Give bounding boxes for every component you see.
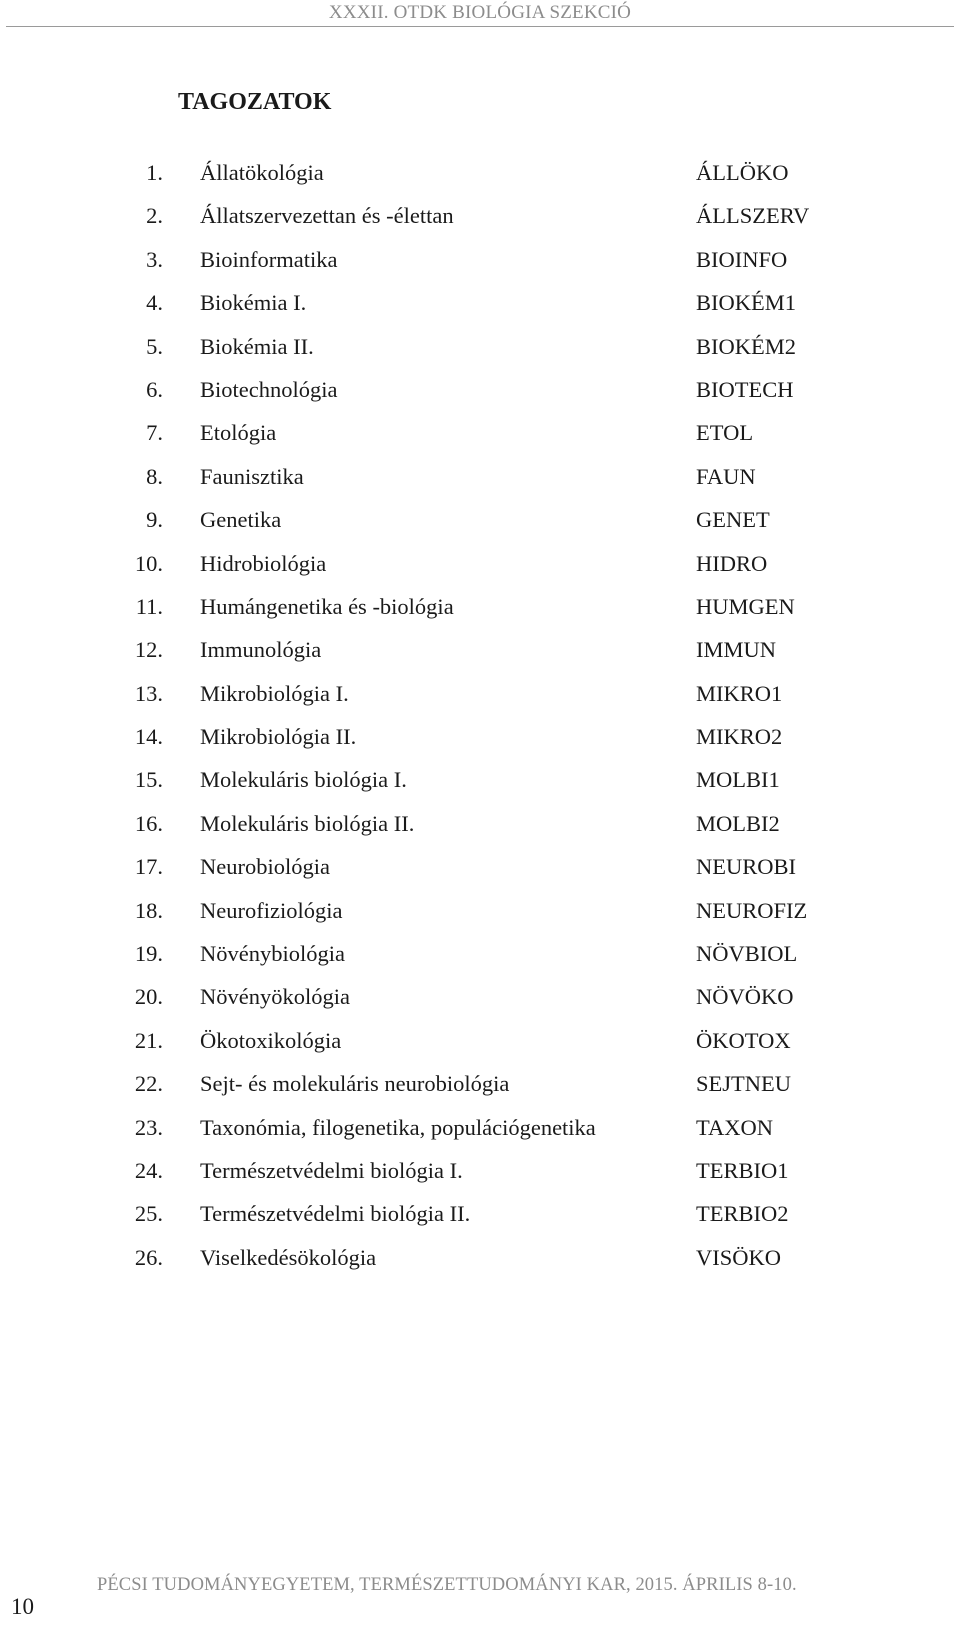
section-list (0, 151, 960, 1279)
list-item (0, 498, 960, 541)
section-name: Növényökológia (200, 984, 350, 1010)
section-name: Genetika (200, 507, 282, 533)
section-number: 8. (146, 463, 163, 489)
list-item (0, 194, 960, 237)
section-code: HUMGEN (696, 593, 795, 619)
section-number: 16. (134, 810, 163, 836)
section-code: NEUROFIZ (696, 897, 808, 923)
section-number: 13. (134, 680, 163, 706)
section-code: MOLBI2 (696, 810, 780, 836)
list-item (0, 889, 960, 932)
list-item (0, 1019, 960, 1062)
list-item (0, 1149, 960, 1192)
section-code: MIKRO2 (696, 724, 783, 750)
section-name: Természetvédelmi biológia I. (200, 1157, 463, 1183)
section-number: 17. (134, 854, 163, 880)
section-number: 15. (134, 767, 163, 793)
section-name: Molekuláris biológia II. (200, 810, 415, 836)
section-code: MIKRO1 (696, 680, 783, 706)
section-name: Biotechnológia (200, 376, 338, 402)
section-number: 10. (134, 550, 163, 576)
section-code: SEJTNEU (696, 1071, 791, 1097)
section-code: VISÖKO (696, 1244, 782, 1270)
list-item (0, 758, 960, 801)
section-name: Állatszervezettan és -élettan (200, 203, 454, 229)
list-item (0, 628, 960, 671)
section-number: 4. (146, 290, 163, 316)
section-number: 11. (135, 593, 163, 619)
list-item (0, 932, 960, 975)
list-item (0, 368, 960, 411)
section-code: BIOKÉM2 (696, 333, 796, 359)
section-name: Viselkedésökológia (200, 1244, 377, 1270)
list-item (0, 325, 960, 368)
section-number: 25. (134, 1201, 163, 1227)
section-code: IMMUN (696, 637, 777, 663)
section-number: 24. (134, 1157, 163, 1183)
section-number: 19. (134, 941, 163, 967)
section-name: Etológia (200, 420, 277, 446)
list-item (0, 715, 960, 758)
section-name: Immunológia (200, 637, 322, 663)
section-number: 5. (146, 333, 163, 359)
list-item (0, 542, 960, 585)
section-code: NEUROBI (696, 854, 796, 880)
section-name: Faunisztika (200, 463, 304, 489)
section-code: MOLBI1 (696, 767, 780, 793)
footer-text: PÉCSI TUDOMÁNYEGYETEM, TERMÉSZETTUDOMÁNYI KAR, 2015. ÁPRILIS 8-10. (97, 1575, 797, 1595)
page-number: 10 (11, 1594, 34, 1619)
list-item (0, 1236, 960, 1279)
section-number: 9. (146, 507, 163, 533)
section-name: Növénybiológia (200, 941, 345, 967)
section-name: Hidrobiológia (200, 550, 327, 576)
section-code: TERBIO1 (696, 1157, 789, 1183)
section-number: 20. (134, 984, 163, 1010)
section-name: Humángenetika és -biológia (200, 593, 454, 619)
section-code: BIOKÉM1 (696, 290, 796, 316)
section-code: GENET (696, 507, 770, 533)
section-number: 23. (134, 1114, 163, 1140)
section-number: 22. (134, 1071, 163, 1097)
section-code: BIOINFO (696, 246, 788, 272)
section-number: 1. (146, 160, 163, 185)
list-item (0, 845, 960, 888)
section-number: 14. (134, 724, 163, 750)
section-code: HIDRO (696, 550, 768, 576)
list-item (0, 1192, 960, 1235)
section-name: Biokémia II. (200, 333, 314, 359)
running-header: XXXII. OTDK BIOLÓGIA SZEKCIÓ (328, 2, 632, 23)
section-name: Molekuláris biológia I. (200, 767, 407, 793)
section-number: 6. (146, 376, 163, 402)
section-name: Neurobiológia (200, 854, 330, 880)
section-number: 12. (134, 637, 163, 663)
list-item (0, 151, 960, 194)
section-code: ÁLLÖKO (696, 160, 789, 185)
list-item (0, 281, 960, 324)
list-item (0, 455, 960, 498)
list-item (0, 802, 960, 845)
list-item (0, 672, 960, 715)
list-item (0, 1062, 960, 1105)
section-code: TAXON (696, 1114, 773, 1140)
section-code: NÖVBIOL (696, 941, 798, 967)
header-divider (6, 26, 954, 27)
section-code: ETOL (696, 420, 754, 446)
section-name: Taxonómia, filogenetika, populációgenetika (200, 1114, 596, 1140)
section-name: Természetvédelmi biológia II. (200, 1201, 471, 1227)
section-code: ÖKOTOX (696, 1027, 791, 1053)
page-title: TAGOZATOK (178, 89, 332, 115)
section-code: TERBIO2 (696, 1201, 789, 1227)
section-name: Állatökológia (200, 160, 324, 185)
list-item (0, 411, 960, 454)
section-name: Ökotoxikológia (200, 1027, 342, 1053)
section-code: FAUN (696, 463, 756, 489)
list-item (0, 238, 960, 281)
section-number: 3. (146, 246, 163, 272)
list-item (0, 585, 960, 628)
section-name: Bioinformatika (200, 246, 338, 272)
list-item (0, 1106, 960, 1149)
section-number: 2. (146, 203, 163, 229)
section-code: ÁLLSZERV (696, 203, 810, 229)
section-name: Sejt- és molekuláris neurobiológia (200, 1071, 510, 1097)
section-code: NÖVÖKO (696, 984, 794, 1010)
section-code: BIOTECH (696, 376, 794, 402)
section-number: 26. (134, 1244, 163, 1270)
list-item (0, 975, 960, 1018)
section-name: Biokémia I. (200, 290, 307, 316)
section-number: 18. (134, 897, 163, 923)
section-name: Mikrobiológia II. (200, 724, 357, 750)
section-name: Mikrobiológia I. (200, 680, 349, 706)
section-number: 21. (134, 1027, 163, 1053)
section-number: 7. (146, 420, 163, 446)
section-name: Neurofiziológia (200, 897, 343, 923)
